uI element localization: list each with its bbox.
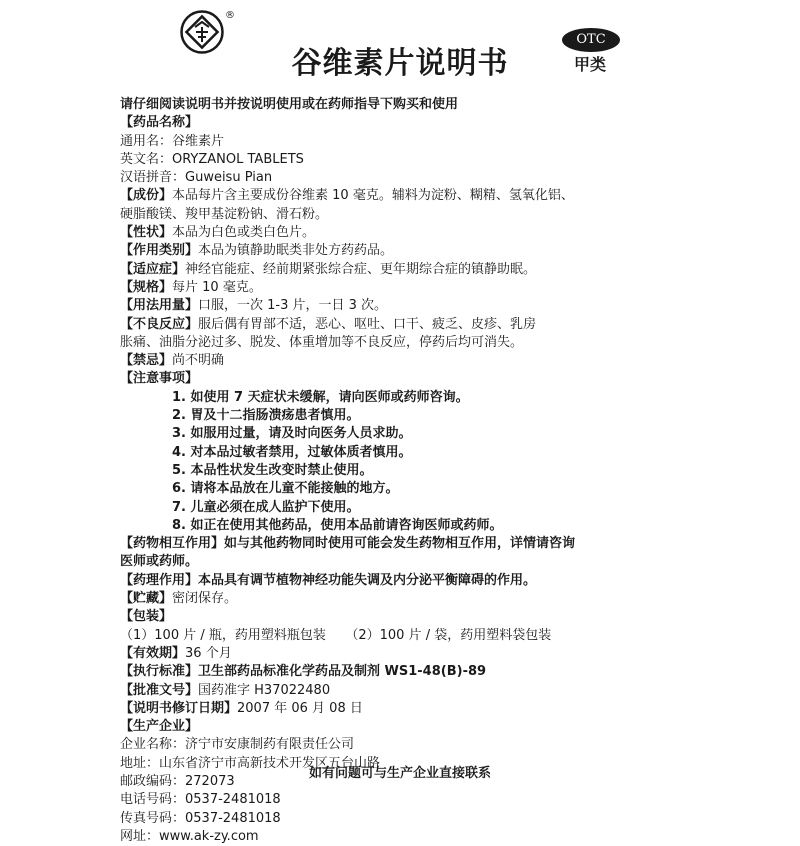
- ingredients-text: 本品每片含主要成份谷维素 10 毫克。辅料为淀粉、糊精、氢氧化铝、: [172, 188, 574, 204]
- pharmacology-text: 本品具有调节植物神经功能失调及内分泌平衡障碍的作用。: [198, 572, 537, 588]
- adverse-heading: 【不良反应】: [120, 316, 199, 332]
- pharmacology-heading: 【药理作用】: [120, 572, 199, 588]
- specification-heading: 【规格】: [120, 279, 173, 295]
- specification-text: 每片 10 毫克。: [172, 279, 262, 295]
- product-name-heading: 【药品名称】: [120, 115, 199, 131]
- manufacturer-phone: 电话号码：0537-2481018: [120, 792, 281, 808]
- precautions-heading: 【注意事项】: [120, 371, 199, 387]
- interactions-line2: 医师或药师。: [120, 554, 199, 570]
- revision-heading: 【说明书修订日期】: [120, 700, 238, 716]
- contact-footer: 如有问题可与生产企业直接联系: [308, 766, 491, 781]
- properties-section: [120, 224, 680, 242]
- indications-section: [120, 261, 680, 279]
- interactions-text: 如与其他药物同时使用可能会发生药物相互作用，详情请咨询: [224, 536, 576, 552]
- storage-text: 密闭保存。: [172, 591, 238, 607]
- manufacturer-address: 地址：山东省济宁市高新技术开发区五台山路: [120, 755, 381, 771]
- adverse-line1: [120, 316, 680, 334]
- dosage-section: [120, 297, 680, 315]
- pharmacology-section: [120, 572, 680, 590]
- precaution-item: 8. 如正在使用其他药品，使用本品前请咨询医师或药师。: [172, 517, 503, 533]
- otc-badge: OTC: [562, 28, 620, 52]
- contraindications-heading: 【禁忌】: [120, 353, 173, 369]
- document-title: 谷维素片说明书: [291, 46, 509, 81]
- dosage-heading: 【用法用量】: [120, 298, 199, 314]
- contraindications-section: [120, 352, 680, 370]
- instruction-body: [120, 96, 680, 846]
- manufacturer-website: 网址：www.ak-zy.com: [120, 828, 259, 844]
- precaution-item: 7. 儿童必须在成人监护下使用。: [172, 499, 360, 515]
- adverse-text: 服后偶有胃部不适，恶心、呕吐、口干、疲乏、皮疹、乳房: [198, 316, 537, 332]
- storage-heading: 【贮藏】: [120, 591, 173, 607]
- packaging-heading: 【包装】: [120, 609, 173, 625]
- manufacturer-postcode: 邮政编码：272073: [120, 773, 235, 789]
- properties-text: 本品为白色或类白色片。: [172, 225, 316, 241]
- standard-section: [120, 663, 680, 681]
- storage-section: [120, 590, 680, 608]
- registered-mark: ®: [225, 10, 235, 21]
- manufacturer-name: 企业名称：济宁市安康制药有限责任公司: [120, 737, 355, 753]
- revision-section: [120, 700, 680, 718]
- standard-heading: 【执行标准】: [120, 664, 199, 680]
- category-text: 本品为镇静助眠类非处方药药品。: [198, 243, 394, 259]
- ingredients-line2: 硬脂酸镁、羧甲基淀粉钠、滑石粉。: [120, 206, 329, 222]
- revision-text: 2007 年 06 月 08 日: [237, 700, 363, 716]
- adverse-line2: 胀痛、油脂分泌过多、脱发、体重增加等不良反应，停药后均可消失。: [120, 334, 524, 350]
- validity-text: 36 个月: [185, 645, 232, 661]
- packaging-text: （1）100 片 / 瓶，药用塑料瓶包装 （2）100 片 / 袋，药用塑料袋包装: [120, 627, 552, 643]
- precaution-item: 1. 如使用 7 天症状未缓解，请向医师或药师咨询。: [172, 389, 469, 405]
- interactions-line1: [120, 535, 680, 553]
- ingredients-line1: [120, 187, 680, 205]
- properties-heading: 【性状】: [120, 225, 173, 241]
- indications-text: 神经官能症、经前期紧张综合症、更年期综合症的镇静助眠。: [185, 261, 537, 277]
- precaution-item: 5. 本品性状发生改变时禁止使用。: [172, 462, 373, 478]
- approval-section: [120, 682, 680, 700]
- reading-notice: 请仔细阅读说明书并按说明使用或在药师指导下购买和使用: [120, 97, 459, 112]
- interactions-heading: 【药物相互作用】: [120, 536, 225, 552]
- otc-category: 甲类: [574, 55, 607, 74]
- precaution-item: 2. 胃及十二指肠溃疡患者慎用。: [172, 408, 360, 424]
- pinyin-name: 汉语拼音：Guweisu Pian: [120, 170, 273, 186]
- manufacturer-heading: 【生产企业】: [120, 719, 199, 735]
- english-name: 英文名：ORYZANOL TABLETS: [120, 151, 304, 167]
- category-heading: 【作用类别】: [120, 243, 199, 259]
- generic-name: 通用名：谷维素片: [120, 133, 225, 149]
- category-section: [120, 242, 680, 260]
- approval-heading: 【批准文号】: [120, 682, 199, 698]
- precaution-item: 6. 请将本品放在儿童不能接触的地方。: [172, 481, 399, 497]
- indications-heading: 【适应症】: [120, 261, 186, 277]
- ingredients-heading: 【成份】: [120, 188, 173, 204]
- manufacturer-fax: 传真号码：0537-2481018: [120, 810, 281, 826]
- approval-text: 国药准字 H37022480: [198, 682, 331, 698]
- precaution-item: 4. 对本品过敏者禁用，过敏体质者慎用。: [172, 444, 412, 460]
- precaution-item: 3. 如服用过量，请及时向医务人员求助。: [172, 426, 412, 442]
- contraindications-text: 尚不明确: [172, 353, 225, 369]
- validity-section: [120, 645, 680, 663]
- specification-section: [120, 279, 680, 297]
- validity-heading: 【有效期】: [120, 645, 186, 661]
- dosage-text: 口服，一次 1-3 片，一日 3 次。: [198, 298, 388, 314]
- standard-text: 卫生部药品标准化学药品及制剂 WS1-48(B)-89: [198, 664, 487, 680]
